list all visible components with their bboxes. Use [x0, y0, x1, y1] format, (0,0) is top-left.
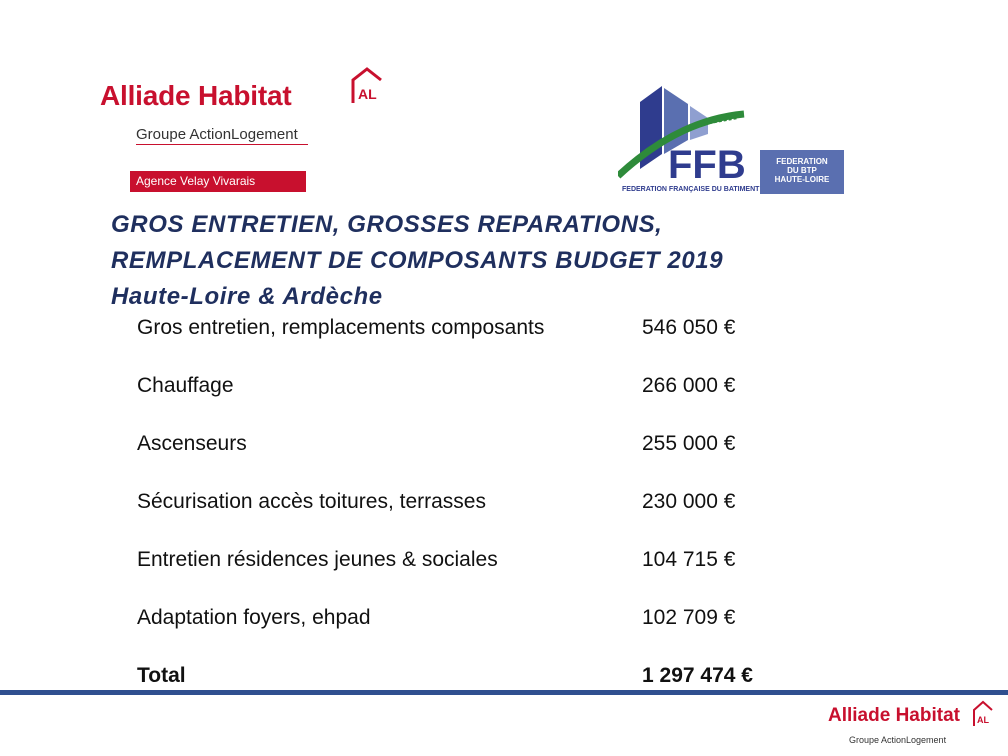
alliade-habitat-logo: [100, 66, 390, 146]
agency-tag: Agence Velay Vivarais: [130, 171, 306, 192]
title-line: REMPLACEMENT DE COMPOSANTS BUDGET 2019: [111, 247, 724, 274]
row-amount: 546 050 €: [642, 316, 736, 339]
footer-brand-name: Alliade Habitat: [828, 705, 960, 726]
ffb-federation-box: [760, 150, 844, 194]
brand-name: Alliade Habitat: [100, 80, 292, 111]
ffb-logo-text: FFB: [668, 143, 746, 187]
budget-row: [137, 316, 837, 346]
total-amount: 1 297 474 €: [642, 664, 753, 687]
budget-row: [137, 374, 837, 404]
budget-row: [137, 548, 837, 578]
ffb-box-line: HAUTE-LOIRE: [774, 175, 830, 184]
row-label: Entretien résidences jeunes & sociales: [137, 548, 498, 571]
footer-al-mark-icon: [972, 700, 994, 728]
row-amount: 266 000 €: [642, 374, 736, 397]
row-label: Sécurisation accès toitures, terrasses: [137, 490, 486, 513]
ffb-box-line: FEDERATION: [776, 157, 828, 166]
budget-row: [137, 606, 837, 636]
row-amount: 230 000 €: [642, 490, 736, 513]
row-label: Chauffage: [137, 374, 234, 397]
row-amount: 104 715 €: [642, 548, 736, 571]
row-label: Adaptation foyers, ehpad: [137, 606, 371, 629]
footer-brand-group: Groupe ActionLogement: [849, 735, 947, 745]
brand-underline: [136, 144, 308, 145]
ffb-caption: FEDERATION FRANÇAISE DU BATIMENT: [622, 186, 760, 193]
budget-row: [137, 490, 837, 520]
row-label: Ascenseurs: [137, 432, 247, 455]
row-amount: 102 709 €: [642, 606, 736, 629]
footer-al-mark-text: AL: [977, 715, 989, 725]
al-mark-icon: [350, 66, 384, 106]
title-line: GROS ENTRETIEN, GROSSES REPARATIONS,: [111, 211, 663, 238]
row-amount: 255 000 €: [642, 432, 736, 455]
row-label: Gros entretien, remplacements composants: [137, 316, 545, 339]
footer-alliade-logo: [828, 700, 998, 750]
title-line: Haute-Loire & Ardèche: [111, 283, 383, 310]
footer-bar: [0, 690, 1008, 695]
brand-group-name: Groupe ActionLogement: [136, 126, 298, 143]
page-title: [111, 207, 911, 315]
al-mark-text: AL: [358, 86, 377, 102]
budget-row: [137, 432, 837, 462]
total-label: Total: [137, 664, 186, 687]
ffb-box-line: DU BTP: [787, 166, 817, 175]
